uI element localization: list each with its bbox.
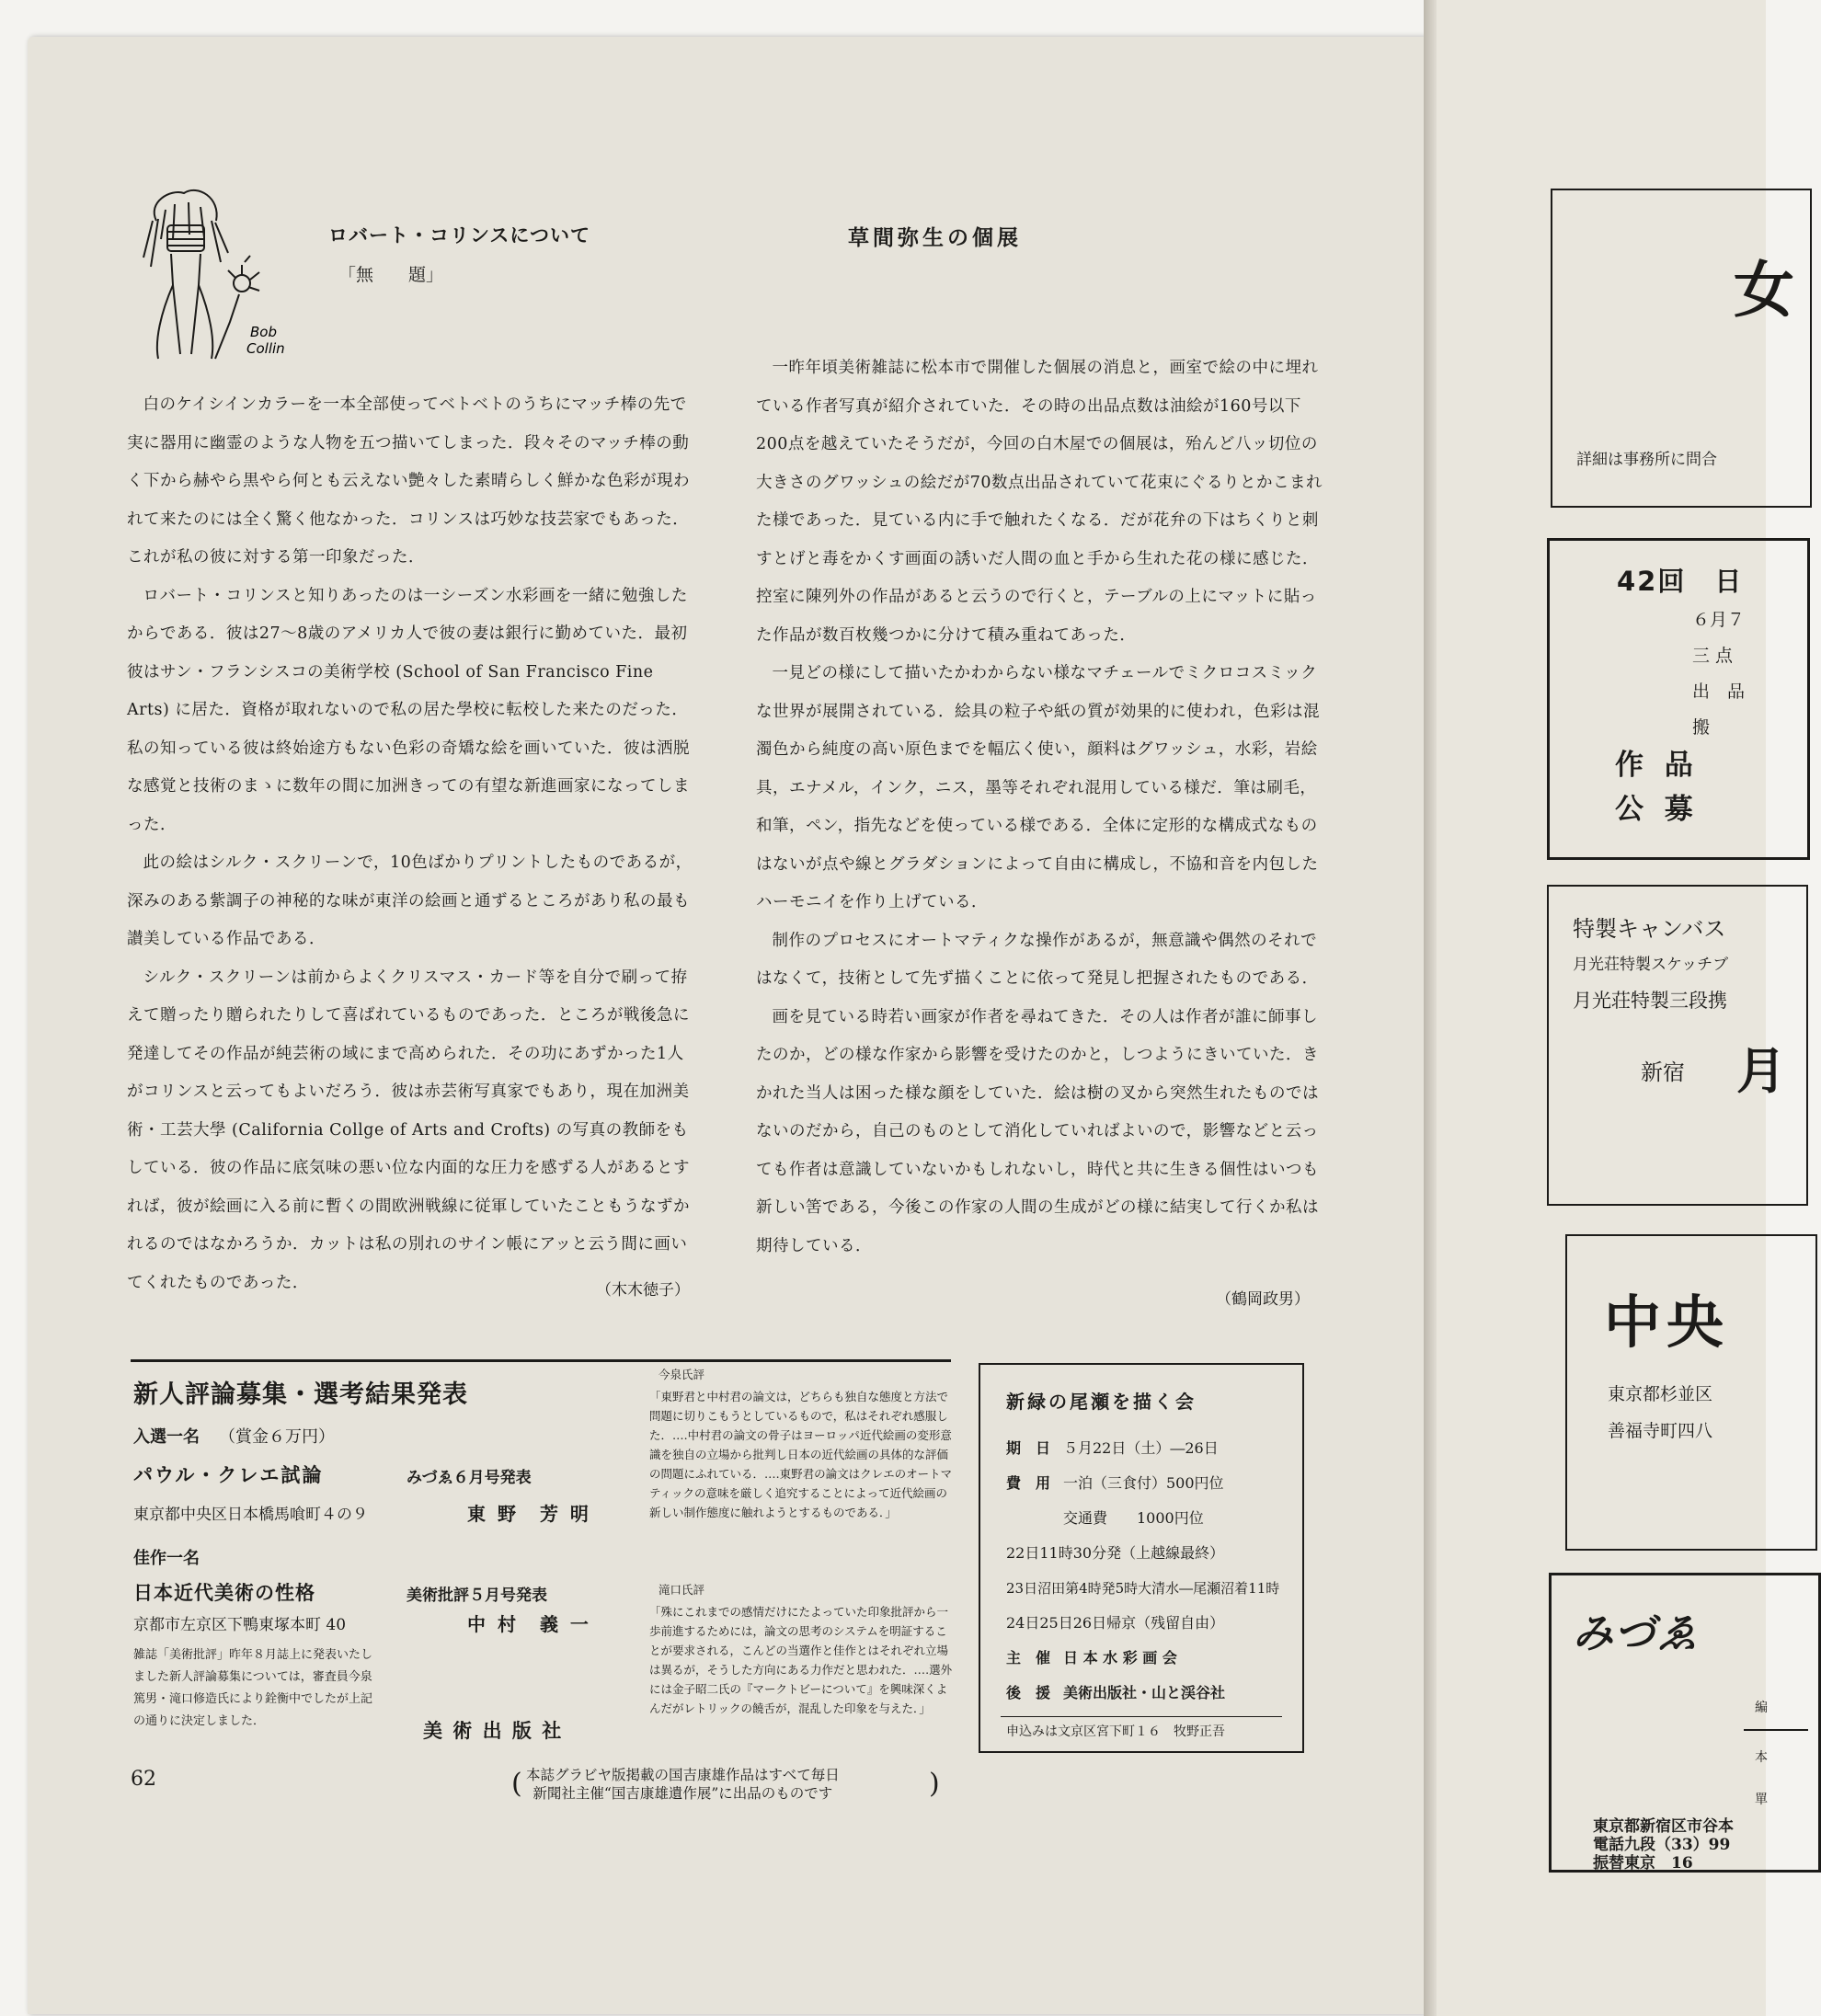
ad5-line: 電話九段（33）99 [1593, 1836, 1731, 1854]
article1-title: ロバート・コリンスについて [328, 223, 590, 246]
ad2-line: 三 点 [1692, 646, 1734, 666]
footnote-paren-open: ( [511, 1768, 522, 1800]
ad3-line-2: 月光荘特製スケッチブ [1573, 956, 1729, 974]
review1-text: 「東野君と中村君の論文は，どちらも独自な態度と方法で問題に切りこもうとしているもので，私はそれぞれ感服した．‥‥中村君の論文の骨子はヨーロッパ近代絵画の変形意識を独自の立場から批判し日本の近代絵画の具体的な評価の問題にふれている．‥‥東野君の論文はクレエのオートマティックの意味を厳しく追究することによって近代絵画の新しい制作態度に触れようとするものである．」 [649, 1390, 953, 1519]
figure-illustration [120, 184, 304, 368]
ad4-line: 東京都杉並区 [1608, 1384, 1713, 1404]
illustration-signature-1: Bob [250, 324, 277, 340]
article2-paragraph: 画を見ている時若い画家が作者を尋ねてきた．その人は作者が誰に師事したのか，どの様な作家から影響を受けたのかと，しつようにきいていた．きかれた当人は困った様な顔をしていた．絵は樹の叉から突然生れたものではないのだから，自己のものとして消化していればよいので，影響などと云っても作者は意識していないかもしれないし，時代と共に生きる個性はいつも新しい筈である，今後この作家の人間の生成がどの様に結実して行くか私は期待している． [756, 1007, 1319, 1255]
first-prize-publication: みづゑ６月号発表 [407, 1469, 532, 1487]
ad2-line: 出 品 [1692, 682, 1746, 702]
ad2-line: ６月７ [1692, 610, 1746, 630]
announcement-title: 新人評論募集・選考結果発表 [133, 1380, 468, 1409]
second-prize-label: 佳作一名 [133, 1549, 200, 1568]
article2-body [756, 349, 1328, 1266]
ad5-side-3: 單 [1755, 1793, 1768, 1807]
ad3-bottom-left: 新宿 [1641, 1060, 1685, 1085]
ad5-line: 東京都新宿区市谷本 [1593, 1817, 1734, 1836]
ad5-line: 振替東京 16 [1593, 1854, 1693, 1873]
review1-label: 今泉氏評 [659, 1368, 705, 1381]
article1-paragraph: シルク・スクリーンは前からよくクリスマス・カード等を自分で刷って拵えて贈ったり贈られたりして喜ばれているものであった．ところが戦後急に発達してその作品が純芸術の域にまで高められた．その功にあずかった1人がコリンスと云ってもよいだろう．彼は赤芸術写真家でもあり，現在加洲美術・工芸大學 (California Collge of Arts and Crofts) の写真の教師をもしている．彼の作品に底気味の悪い位な内面的な圧力を感ずる人があるとすれば，彼が絵画に入る前に暫くの間欧洲戦線に従軍していたこともうなずかれるのではなかろうか．カットは私の別れのサイン帳にアッと云う間に画いてくれたものであった． [127, 968, 690, 1292]
footnote-paren-close: ) [929, 1768, 940, 1800]
first-prize-label: 入選一名 [133, 1427, 200, 1447]
ad4-line: 善福寺町四八 [1608, 1421, 1713, 1441]
ad4-lines [1608, 1376, 1712, 1449]
second-prize-name: 中 村 義 一 [467, 1613, 591, 1635]
footnote-line: 新聞社主催“国吉康雄遺作展”に出品のものです [533, 1785, 833, 1802]
second-prize-address: 京都市左京区下鴨東塚本町 40 [133, 1616, 347, 1634]
ad5-logo: みづゑ [1573, 1610, 1700, 1657]
ad4-big: 中央 [1604, 1289, 1730, 1356]
announcement-rule [131, 1359, 951, 1362]
ad1-text: 詳細は事務所に問合 [1576, 451, 1717, 469]
illustration-signature-2: Collin [246, 340, 285, 357]
event-apply: 申込みは文京区宮下町１６ 牧野正吾 [1006, 1724, 1225, 1739]
publisher-name: 美 術 出 版 社 [423, 1720, 564, 1742]
article2-paragraph: 一見どの様にして描いたかわからない様なマチェールでミクロコスミックな世界が展開されている．絵具の粒子や紙の質が効果的に使われ，色彩は混濁色から純度の高い原色までを幅広く使い，顔料はグワッシュ，水彩，岩絵具，エナメル，インク，ニス，墨等それぞれ混用している様だ．筆は刷毛，和筆，ペン，指先などを使っている様である．全体に定形的な構成式なものはないが点や線とグラダションによって自由に構成し，不協和音を内包したハーモニイを作り上げている． [756, 664, 1321, 911]
second-prize-publication: 美術批評５月号発表 [407, 1586, 547, 1605]
review2-label: 滝口氏評 [659, 1583, 705, 1597]
article1-subtitle: 「無 題」 [338, 265, 444, 285]
article1-paragraph: ロバート・コリンスと知りあったのは一シーズン水彩画を一緒に勉強したからである．彼は27〜8歳のアメリカ人で彼の妻は銀行に勤めていた．最初彼はサン・フランシスコの美術学校 (School of San Francisco Fine Arts) に居た．資格が取れないので私の居た學校に転校した来たのだった．私の知っている彼は終始途方もない色彩の奇矯な絵を画いていた．彼は洒脱な感覚と技術のまゝに数年の間に加洲きっての有望な新進画家になってしまった． [127, 586, 690, 834]
event-details [1006, 1431, 1291, 1711]
ad2-footer [1615, 743, 1699, 831]
event-title: 新緑の尾瀬を描く会 [1006, 1391, 1197, 1413]
review2-text: 「殊にこれまでの感情だけにたよっていた印象批評から一歩前進するためには，論文の思考のシステムを明証することが要求される，こんどの当選作と佳作とはそれぞれ立場は異るが，そうした方向にある力作だと思われた．‥‥選外には金子昭二氏の『マークトビーについて』を興味深くよんだがレトリックの饒舌が，混乱した印象を与えた．」 [649, 1605, 953, 1715]
first-prize-name: 東 野 芳 明 [467, 1503, 591, 1525]
article1-paragraph: 白のケイシインカラーを一本全部使ってベトベトのうちにマッチ棒の先で実に器用に幽霊のような人物を五つ描いてしまった．段々そのマッチ棒の動く下から赫やら黒やら何とも云えない艶々した素晴らしく鮮かな色彩が現われて来たのには全く驚く他なかった．コリンスは巧妙な技芸家でもあった．これが私の彼に対する第一印象だった． [127, 395, 690, 567]
ad2-lines [1692, 602, 1745, 746]
event-row: 22日11時30分発（上越線最終） [1006, 1544, 1225, 1562]
event-row: 費 用 一泊（三食付）500円位 [1006, 1474, 1224, 1492]
event-row: 23日沼田第4時発5時大清水―尾瀬沼着11時 [1006, 1580, 1280, 1597]
ad2-footer-line: 公 募 [1615, 793, 1699, 826]
article1-author: （木木徳子） [596, 1281, 690, 1300]
second-prize-work: 日本近代美術の性格 [133, 1582, 315, 1604]
right-page [1437, 0, 1794, 2016]
ad5-address [1593, 1817, 1734, 1873]
footnote-line: 本誌グラビヤ版掲載の国吉康雄作品はすべて毎日 [526, 1767, 840, 1783]
ad5-rule [1744, 1729, 1808, 1731]
first-prize-amount: （賞金６万円） [219, 1427, 335, 1447]
ad1-big-char: 女 [1734, 255, 1794, 326]
ad2-line: 搬 [1692, 717, 1711, 738]
event-row: 交通費 1000円位 [1063, 1509, 1204, 1527]
article2-paragraph: 制作のプロセスにオートマティクな操作があるが，無意識や偶然のそれではなくて，技術として先ず描くことに依って発見し把握されたものである． [756, 931, 1319, 988]
ad3-bottom-big: 月 [1736, 1041, 1786, 1100]
announcement-note: 雑誌「美術批評」昨年８月誌上に発表いたしました新人評論募集については，審査員今泉篤男・滝口修造氏により銓衡中でしたが上記の通りに決定しました． [133, 1648, 373, 1728]
ad2-footer-line: 作 品 [1615, 749, 1699, 782]
article2-author: （鶴岡政男） [1216, 1290, 1310, 1309]
event-row: 期 日 ５月22日（土）―26日 [1006, 1439, 1219, 1457]
event-row: 24日25日26日帰京（残留自由） [1006, 1614, 1225, 1632]
article1-body [127, 386, 699, 1302]
ad5-side-2: 本 [1755, 1750, 1768, 1765]
event-row: 後 援 美術出版社・山と渓谷社 [1006, 1684, 1226, 1701]
footnote [526, 1766, 840, 1803]
article2-title: 草間弥生の個展 [848, 225, 1022, 250]
ad2-heading: 42回 日 [1617, 566, 1744, 597]
first-prize-work: パウル・クレエ試論 [133, 1464, 324, 1486]
ad3-line-1: 特製キャンバス [1573, 916, 1726, 942]
article2-paragraph: 一昨年頃美術雑誌に松本市で開催した個展の消息と，画室で絵の中に埋れている作者写真が紹介されていた．その時の出品点数は油絵が160号以下200点を越えていたそうだが，今回の白木屋での個展は，殆んど八ッ切位の大きさのグワッシュの絵だが70数点出品されていて花束にぐるりとかこまれた様であった．見ている内に手で触れたくなる．だが花弁の下はちくりと刺すとげと毒をかくす画面の誘いだ人間の血と手から生れた花の様に感じた．控室に陳列外の作品があると云うので行くと，テーブルの上にマットに貼った作品が数百枚幾つかに分けて積み重ねてあった． [756, 359, 1323, 645]
ad5-side-1: 編 [1755, 1701, 1768, 1715]
first-prize-address: 東京都中央区日本橋馬喰町４の９ [133, 1506, 368, 1524]
event-divider [1001, 1716, 1282, 1717]
ad3-line-3: 月光荘特製三段携 [1573, 990, 1727, 1012]
event-row: 主 催 日 本 水 彩 画 会 [1006, 1649, 1177, 1667]
page-number: 62 [131, 1768, 156, 1791]
article1-paragraph: 此の絵はシルク・スクリーンで，10色ばかりプリントしたものであるが，深みのある紫調子の神秘的な味が東洋の絵画と通ずるところがあり私の最も讃美している作品である． [127, 853, 693, 948]
